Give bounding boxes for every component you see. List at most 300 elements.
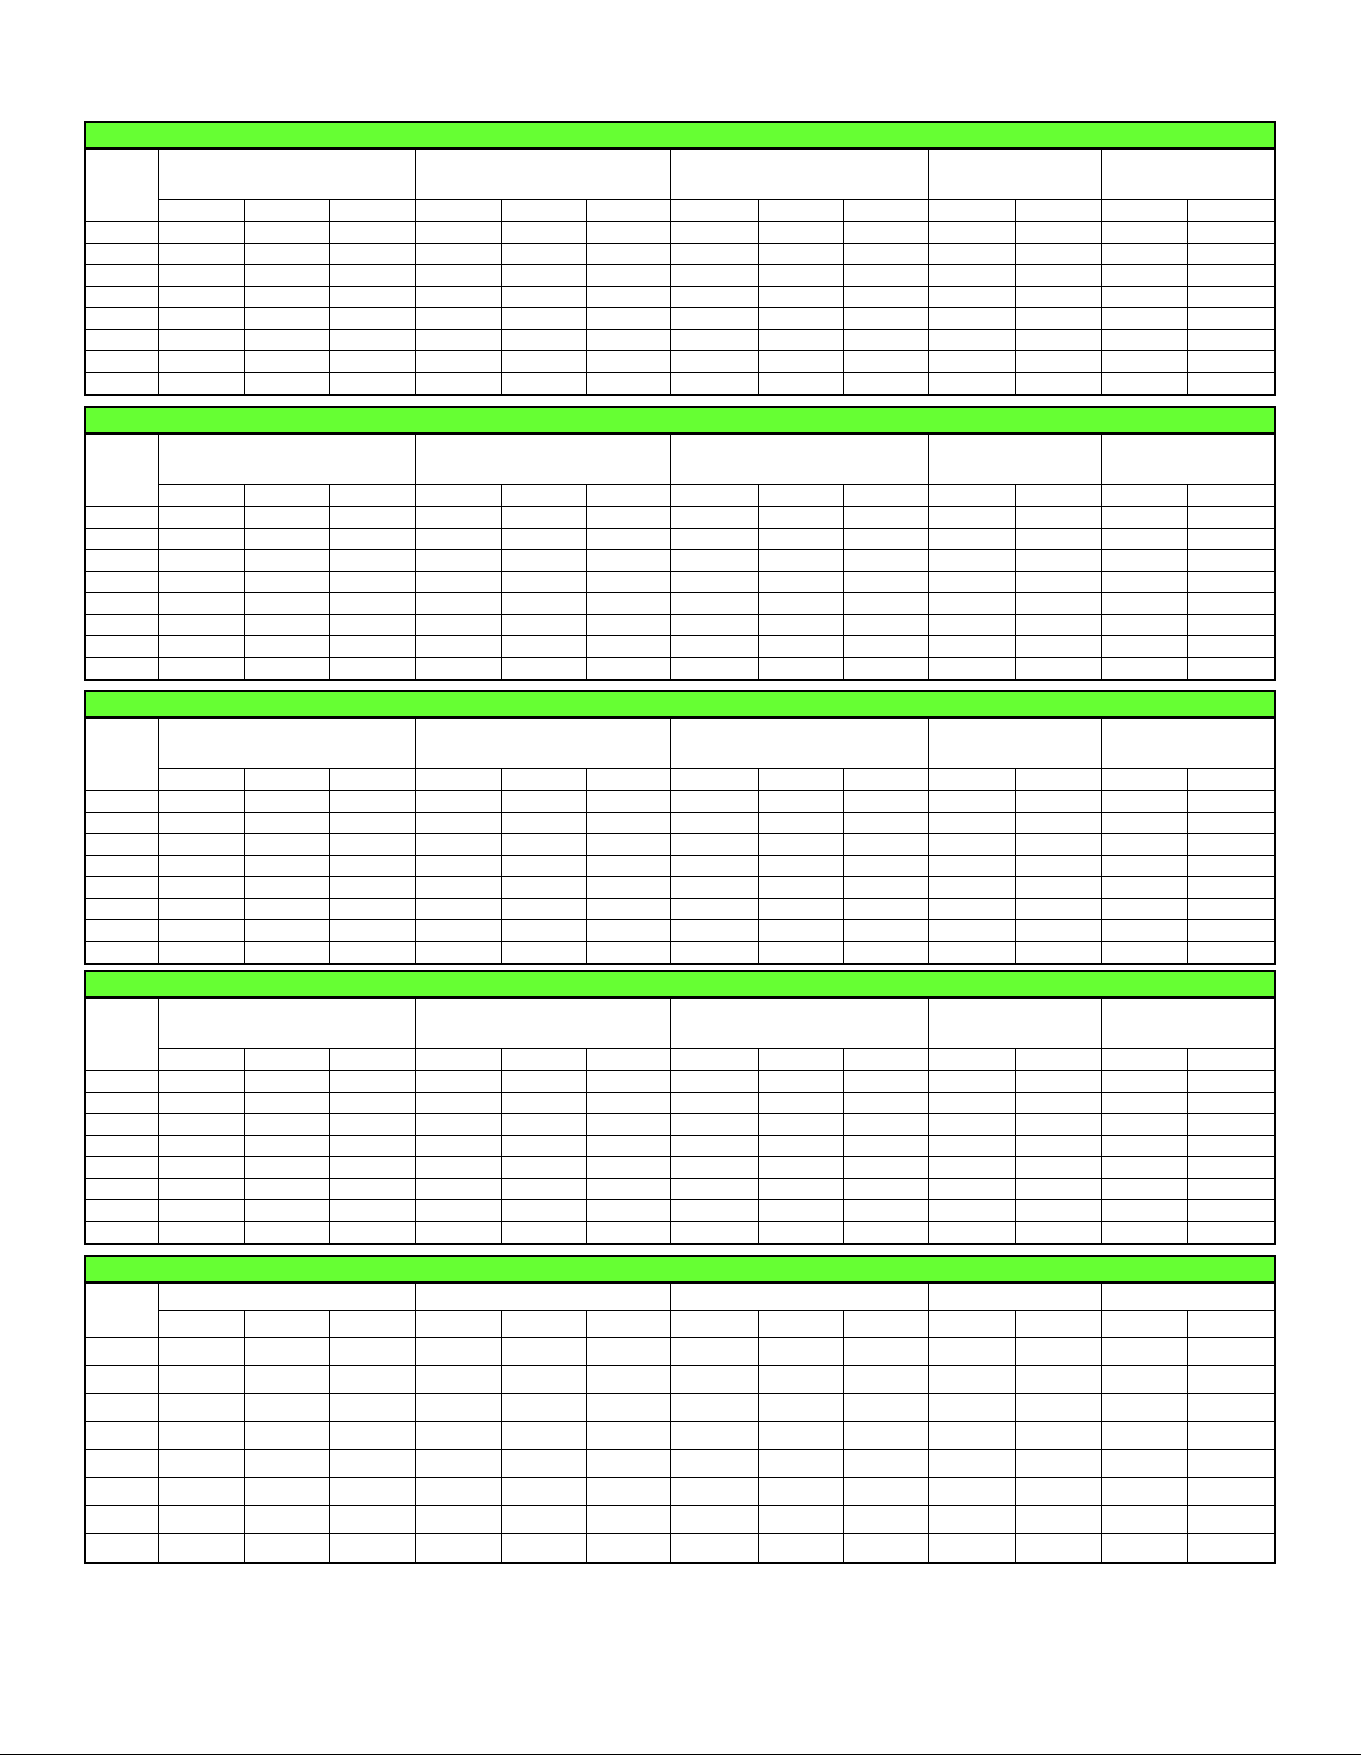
table-cell[interactable]	[671, 1071, 758, 1093]
row-label-cell[interactable]	[86, 636, 158, 658]
table-cell[interactable]	[1015, 1450, 1101, 1478]
table-cell[interactable]	[158, 1221, 244, 1243]
table-cell[interactable]	[330, 308, 415, 330]
table-cell[interactable]	[929, 1394, 1015, 1422]
table-cell[interactable]	[330, 1450, 415, 1478]
table-cell[interactable]	[587, 898, 671, 920]
table-cell[interactable]	[1188, 329, 1274, 351]
table-cell[interactable]	[501, 1422, 586, 1450]
table-cell[interactable]	[245, 812, 330, 834]
table-cell[interactable]	[1188, 351, 1274, 373]
table-cell[interactable]	[415, 1478, 501, 1506]
table-cell[interactable]	[844, 1071, 929, 1093]
table-cell[interactable]	[844, 593, 929, 615]
table-cell[interactable]	[330, 1478, 415, 1506]
table-cell[interactable]	[158, 614, 244, 636]
table-cell[interactable]	[501, 308, 586, 330]
table-cell[interactable]	[330, 877, 415, 899]
table-cell[interactable]	[1101, 657, 1187, 679]
table-cell[interactable]	[1188, 372, 1274, 394]
table-cell[interactable]	[671, 1478, 758, 1506]
table-cell[interactable]	[929, 877, 1015, 899]
table-cell[interactable]	[245, 657, 330, 679]
table-cell[interactable]	[415, 1157, 501, 1179]
table-cell[interactable]	[1101, 308, 1187, 330]
table-cell[interactable]	[1101, 1478, 1187, 1506]
table-cell[interactable]	[1101, 614, 1187, 636]
table-cell[interactable]	[158, 286, 244, 308]
table-cell[interactable]	[671, 877, 758, 899]
table-cell[interactable]	[1101, 855, 1187, 877]
table-cell[interactable]	[415, 855, 501, 877]
table-cell[interactable]	[415, 812, 501, 834]
table-cell[interactable]	[1188, 1114, 1274, 1136]
table-cell[interactable]	[758, 1366, 843, 1394]
table-cell[interactable]	[758, 1114, 843, 1136]
table-cell[interactable]	[929, 1135, 1015, 1157]
table-cell[interactable]	[1101, 920, 1187, 942]
table-cell[interactable]	[758, 1221, 843, 1243]
table-cell[interactable]	[758, 329, 843, 351]
table-cell[interactable]	[330, 265, 415, 287]
table-cell[interactable]	[501, 812, 586, 834]
table-cell[interactable]	[758, 834, 843, 856]
table-cell[interactable]	[1101, 222, 1187, 244]
table-cell[interactable]	[158, 812, 244, 834]
table-cell[interactable]	[330, 550, 415, 572]
table-cell[interactable]	[501, 1200, 586, 1222]
row-label-cell[interactable]	[86, 308, 158, 330]
table-cell[interactable]	[1188, 1157, 1274, 1179]
table-cell[interactable]	[1101, 1071, 1187, 1093]
table-cell[interactable]	[671, 657, 758, 679]
table-cell[interactable]	[245, 1135, 330, 1157]
table-cell[interactable]	[929, 243, 1015, 265]
table-cell[interactable]	[1101, 329, 1187, 351]
table-cell[interactable]	[587, 308, 671, 330]
table-cell[interactable]	[245, 614, 330, 636]
table-cell[interactable]	[929, 308, 1015, 330]
table-cell[interactable]	[158, 877, 244, 899]
table-cell[interactable]	[1188, 243, 1274, 265]
table-cell[interactable]	[587, 1114, 671, 1136]
table-cell[interactable]	[330, 329, 415, 351]
table-cell[interactable]	[587, 286, 671, 308]
table-cell[interactable]	[844, 1092, 929, 1114]
table-cell[interactable]	[1015, 636, 1101, 658]
table-cell[interactable]	[929, 834, 1015, 856]
table-cell[interactable]	[501, 550, 586, 572]
table-cell[interactable]	[1015, 1071, 1101, 1093]
table-cell[interactable]	[330, 941, 415, 963]
table-cell[interactable]	[158, 507, 244, 529]
table-cell[interactable]	[929, 1506, 1015, 1534]
table-cell[interactable]	[1188, 1178, 1274, 1200]
table-cell[interactable]	[929, 920, 1015, 942]
table-cell[interactable]	[671, 920, 758, 942]
table-cell[interactable]	[758, 941, 843, 963]
table-cell[interactable]	[758, 657, 843, 679]
table-cell[interactable]	[929, 372, 1015, 394]
table-cell[interactable]	[501, 1506, 586, 1534]
table-cell[interactable]	[758, 550, 843, 572]
table-cell[interactable]	[1101, 372, 1187, 394]
table-cell[interactable]	[1015, 351, 1101, 373]
table-cell[interactable]	[758, 1338, 843, 1366]
table-cell[interactable]	[415, 1135, 501, 1157]
table-cell[interactable]	[1015, 1092, 1101, 1114]
table-cell[interactable]	[929, 507, 1015, 529]
table-cell[interactable]	[158, 898, 244, 920]
table-cell[interactable]	[587, 920, 671, 942]
row-label-cell[interactable]	[86, 265, 158, 287]
table-cell[interactable]	[1015, 941, 1101, 963]
table-cell[interactable]	[501, 222, 586, 244]
table-cell[interactable]	[415, 1366, 501, 1394]
table-cell[interactable]	[330, 834, 415, 856]
table-cell[interactable]	[1015, 286, 1101, 308]
table-cell[interactable]	[671, 507, 758, 529]
table-cell[interactable]	[158, 657, 244, 679]
table-cell[interactable]	[1101, 1221, 1187, 1243]
table-cell[interactable]	[929, 1071, 1015, 1093]
table-cell[interactable]	[330, 614, 415, 636]
table-cell[interactable]	[844, 920, 929, 942]
table-cell[interactable]	[330, 1114, 415, 1136]
table-cell[interactable]	[501, 1394, 586, 1422]
table-cell[interactable]	[671, 372, 758, 394]
table-cell[interactable]	[929, 855, 1015, 877]
table-cell[interactable]	[158, 571, 244, 593]
table-cell[interactable]	[501, 372, 586, 394]
table-cell[interactable]	[501, 941, 586, 963]
table-cell[interactable]	[1188, 550, 1274, 572]
table-cell[interactable]	[1101, 243, 1187, 265]
table-cell[interactable]	[501, 1221, 586, 1243]
table-cell[interactable]	[1188, 1366, 1274, 1394]
table-cell[interactable]	[1101, 550, 1187, 572]
table-cell[interactable]	[1101, 507, 1187, 529]
table-cell[interactable]	[844, 1478, 929, 1506]
row-label-cell[interactable]	[86, 1135, 158, 1157]
table-cell[interactable]	[587, 1178, 671, 1200]
table-cell[interactable]	[415, 791, 501, 813]
table-cell[interactable]	[1188, 1394, 1274, 1422]
table-cell[interactable]	[245, 372, 330, 394]
table-cell[interactable]	[587, 812, 671, 834]
table-cell[interactable]	[415, 286, 501, 308]
table-cell[interactable]	[1188, 1450, 1274, 1478]
table-cell[interactable]	[1188, 614, 1274, 636]
table-cell[interactable]	[158, 1366, 244, 1394]
table-cell[interactable]	[929, 812, 1015, 834]
table-cell[interactable]	[1101, 286, 1187, 308]
table-cell[interactable]	[1188, 812, 1274, 834]
table-cell[interactable]	[158, 372, 244, 394]
table-cell[interactable]	[245, 1114, 330, 1136]
table-cell[interactable]	[158, 1422, 244, 1450]
table-cell[interactable]	[1188, 898, 1274, 920]
table-cell[interactable]	[245, 855, 330, 877]
table-cell[interactable]	[671, 1092, 758, 1114]
table-cell[interactable]	[1101, 1114, 1187, 1136]
table-cell[interactable]	[158, 791, 244, 813]
table-cell[interactable]	[671, 1366, 758, 1394]
table-cell[interactable]	[158, 1450, 244, 1478]
table-cell[interactable]	[671, 791, 758, 813]
row-label-cell[interactable]	[86, 898, 158, 920]
table-cell[interactable]	[330, 222, 415, 244]
table-cell[interactable]	[415, 1450, 501, 1478]
table-cell[interactable]	[158, 1200, 244, 1222]
table-cell[interactable]	[844, 1157, 929, 1179]
table-cell[interactable]	[671, 1114, 758, 1136]
table-cell[interactable]	[844, 614, 929, 636]
table-cell[interactable]	[1188, 507, 1274, 529]
row-label-cell[interactable]	[86, 1178, 158, 1200]
table-cell[interactable]	[330, 636, 415, 658]
row-label-cell[interactable]	[86, 351, 158, 373]
table-cell[interactable]	[844, 636, 929, 658]
table-cell[interactable]	[158, 593, 244, 615]
table-cell[interactable]	[758, 855, 843, 877]
table-cell[interactable]	[1101, 834, 1187, 856]
table-cell[interactable]	[758, 1534, 843, 1562]
table-cell[interactable]	[1015, 1422, 1101, 1450]
row-label-cell[interactable]	[86, 812, 158, 834]
table-cell[interactable]	[158, 1506, 244, 1534]
table-cell[interactable]	[501, 877, 586, 899]
table-cell[interactable]	[245, 550, 330, 572]
table-cell[interactable]	[1101, 571, 1187, 593]
table-cell[interactable]	[1015, 550, 1101, 572]
table-cell[interactable]	[330, 1366, 415, 1394]
table-cell[interactable]	[415, 1221, 501, 1243]
table-cell[interactable]	[415, 1394, 501, 1422]
row-label-cell[interactable]	[86, 550, 158, 572]
row-label-cell[interactable]	[86, 222, 158, 244]
table-cell[interactable]	[844, 941, 929, 963]
table-cell[interactable]	[587, 657, 671, 679]
table-cell[interactable]	[245, 1506, 330, 1534]
table-cell[interactable]	[158, 1135, 244, 1157]
row-label-cell[interactable]	[86, 243, 158, 265]
table-cell[interactable]	[758, 1506, 843, 1534]
table-cell[interactable]	[844, 791, 929, 813]
table-cell[interactable]	[758, 636, 843, 658]
table-cell[interactable]	[1015, 593, 1101, 615]
table-cell[interactable]	[587, 222, 671, 244]
table-cell[interactable]	[501, 1534, 586, 1562]
table-cell[interactable]	[330, 657, 415, 679]
table-cell[interactable]	[671, 614, 758, 636]
row-label-cell[interactable]	[86, 657, 158, 679]
table-cell[interactable]	[1101, 528, 1187, 550]
table-cell[interactable]	[758, 351, 843, 373]
table-cell[interactable]	[415, 1178, 501, 1200]
table-cell[interactable]	[245, 571, 330, 593]
table-cell[interactable]	[758, 877, 843, 899]
table-cell[interactable]	[671, 308, 758, 330]
table-cell[interactable]	[1188, 286, 1274, 308]
table-cell[interactable]	[929, 636, 1015, 658]
table-cell[interactable]	[1101, 351, 1187, 373]
row-label-cell[interactable]	[86, 286, 158, 308]
table-cell[interactable]	[501, 286, 586, 308]
table-cell[interactable]	[758, 791, 843, 813]
table-cell[interactable]	[1188, 1071, 1274, 1093]
row-label-cell[interactable]	[86, 528, 158, 550]
table-cell[interactable]	[245, 1478, 330, 1506]
table-cell[interactable]	[844, 528, 929, 550]
table-cell[interactable]	[929, 1338, 1015, 1366]
table-cell[interactable]	[330, 920, 415, 942]
table-cell[interactable]	[671, 243, 758, 265]
table-cell[interactable]	[1015, 855, 1101, 877]
table-cell[interactable]	[671, 528, 758, 550]
table-cell[interactable]	[1188, 593, 1274, 615]
table-cell[interactable]	[587, 329, 671, 351]
table-cell[interactable]	[330, 1338, 415, 1366]
table-cell[interactable]	[844, 329, 929, 351]
table-cell[interactable]	[1188, 855, 1274, 877]
table-cell[interactable]	[501, 1157, 586, 1179]
table-cell[interactable]	[587, 1394, 671, 1422]
table-cell[interactable]	[245, 636, 330, 658]
table-cell[interactable]	[758, 571, 843, 593]
table-cell[interactable]	[245, 877, 330, 899]
table-cell[interactable]	[245, 243, 330, 265]
table-cell[interactable]	[929, 1221, 1015, 1243]
table-cell[interactable]	[501, 1092, 586, 1114]
table-cell[interactable]	[501, 351, 586, 373]
table-cell[interactable]	[501, 265, 586, 287]
table-cell[interactable]	[758, 1200, 843, 1222]
table-cell[interactable]	[929, 593, 1015, 615]
table-cell[interactable]	[587, 372, 671, 394]
table-cell[interactable]	[415, 550, 501, 572]
table-cell[interactable]	[1101, 1450, 1187, 1478]
table-cell[interactable]	[501, 528, 586, 550]
table-cell[interactable]	[844, 1422, 929, 1450]
table-cell[interactable]	[415, 308, 501, 330]
table-cell[interactable]	[671, 593, 758, 615]
table-cell[interactable]	[671, 571, 758, 593]
table-cell[interactable]	[330, 507, 415, 529]
table-cell[interactable]	[758, 920, 843, 942]
table-cell[interactable]	[501, 1450, 586, 1478]
table-cell[interactable]	[587, 1221, 671, 1243]
table-cell[interactable]	[245, 1366, 330, 1394]
table-cell[interactable]	[330, 1422, 415, 1450]
table-cell[interactable]	[245, 1338, 330, 1366]
table-cell[interactable]	[245, 1450, 330, 1478]
table-cell[interactable]	[330, 855, 415, 877]
table-cell[interactable]	[245, 222, 330, 244]
table-cell[interactable]	[1015, 1135, 1101, 1157]
table-cell[interactable]	[330, 1178, 415, 1200]
table-cell[interactable]	[758, 243, 843, 265]
table-cell[interactable]	[501, 1135, 586, 1157]
table-cell[interactable]	[158, 855, 244, 877]
table-cell[interactable]	[671, 329, 758, 351]
table-cell[interactable]	[844, 812, 929, 834]
table-cell[interactable]	[587, 528, 671, 550]
table-cell[interactable]	[330, 243, 415, 265]
table-cell[interactable]	[501, 855, 586, 877]
table-cell[interactable]	[415, 243, 501, 265]
table-cell[interactable]	[844, 657, 929, 679]
table-cell[interactable]	[501, 243, 586, 265]
table-cell[interactable]	[245, 941, 330, 963]
table-cell[interactable]	[330, 1071, 415, 1093]
table-cell[interactable]	[1015, 1114, 1101, 1136]
table-cell[interactable]	[1015, 1157, 1101, 1179]
table-cell[interactable]	[415, 636, 501, 658]
table-cell[interactable]	[587, 941, 671, 963]
table-cell[interactable]	[158, 1092, 244, 1114]
table-cell[interactable]	[1188, 1092, 1274, 1114]
table-cell[interactable]	[587, 855, 671, 877]
table-cell[interactable]	[671, 1338, 758, 1366]
table-cell[interactable]	[1101, 812, 1187, 834]
table-cell[interactable]	[758, 1157, 843, 1179]
row-label-cell[interactable]	[86, 507, 158, 529]
table-cell[interactable]	[501, 636, 586, 658]
table-cell[interactable]	[330, 1534, 415, 1562]
row-label-cell[interactable]	[86, 1221, 158, 1243]
table-cell[interactable]	[415, 1114, 501, 1136]
table-cell[interactable]	[929, 1157, 1015, 1179]
table-cell[interactable]	[1015, 1394, 1101, 1422]
table-cell[interactable]	[1015, 657, 1101, 679]
table-cell[interactable]	[758, 1178, 843, 1200]
table-cell[interactable]	[415, 920, 501, 942]
table-cell[interactable]	[671, 834, 758, 856]
table-cell[interactable]	[158, 834, 244, 856]
table-cell[interactable]	[1101, 877, 1187, 899]
table-cell[interactable]	[158, 351, 244, 373]
table-cell[interactable]	[671, 1394, 758, 1422]
table-cell[interactable]	[587, 1478, 671, 1506]
table-cell[interactable]	[1101, 1092, 1187, 1114]
table-cell[interactable]	[929, 941, 1015, 963]
table-cell[interactable]	[158, 1114, 244, 1136]
table-cell[interactable]	[501, 1114, 586, 1136]
table-cell[interactable]	[245, 1221, 330, 1243]
row-label-cell[interactable]	[86, 329, 158, 351]
table-cell[interactable]	[587, 1200, 671, 1222]
table-cell[interactable]	[1015, 791, 1101, 813]
table-cell[interactable]	[1015, 898, 1101, 920]
table-cell[interactable]	[245, 1071, 330, 1093]
table-cell[interactable]	[330, 791, 415, 813]
table-cell[interactable]	[844, 855, 929, 877]
table-cell[interactable]	[1015, 1366, 1101, 1394]
table-cell[interactable]	[330, 372, 415, 394]
table-cell[interactable]	[158, 550, 244, 572]
table-cell[interactable]	[1101, 1394, 1187, 1422]
table-cell[interactable]	[415, 941, 501, 963]
table-cell[interactable]	[758, 265, 843, 287]
table-cell[interactable]	[1101, 1157, 1187, 1179]
row-label-cell[interactable]	[86, 1366, 158, 1394]
table-cell[interactable]	[758, 507, 843, 529]
table-cell[interactable]	[1015, 507, 1101, 529]
table-cell[interactable]	[587, 1071, 671, 1093]
table-cell[interactable]	[844, 1506, 929, 1534]
table-cell[interactable]	[1188, 1221, 1274, 1243]
